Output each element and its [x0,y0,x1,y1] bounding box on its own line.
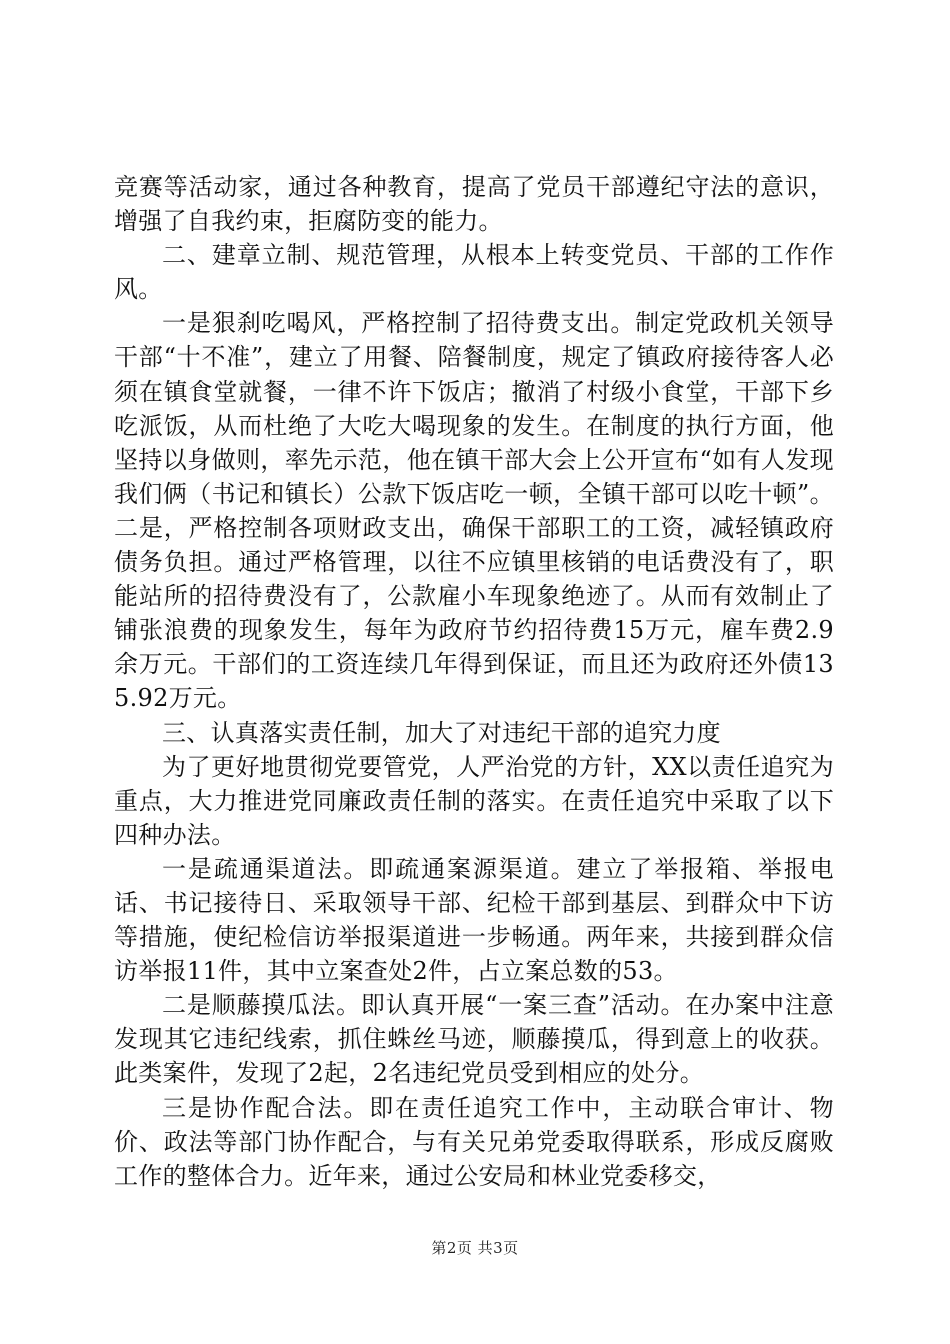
paragraph-reception-control: 一是狠刹吃喝风，严格控制了招待费支出。制定党政机关领导干部“十不准”，建立了用餐、陪餐制度，规定了镇政府接待客人必须在镇食堂就餐，一律不许下饭店；撤消了村级小食堂，干部下乡吃派饭，从而杜绝了大吃大喝现象的发生。在制度的执行方面，他坚持以身做则，率先示范，他在镇干部大会上公开宣布“如有人发现我们俩（书记和镇长）公款下饭店吃一顿，全镇干部可以吃十顿”。二是，严格控制各项财政支出，确保干部职工的工资，减轻镇政府债务负担。通过严格管理，以往不应镇里核销的电话费没有了，职能站所的招待费没有了，公款雇小车现象绝迹了。从而有效制止了铺张浪费的现象发生，每年为政府节约招待费15万元，雇车费2.9余万元。干部们的工资连续几年得到保证，而且还为政府还外债135.92万元。 [114,309,834,713]
paragraph-method-three: 三是协作配合法。即在责任追究工作中，主动联合审计、物价、政法等部门协作配合，与有关兄弟党委取得联系，形成反腐败工作的整体合力。近年来，通过公安局和林业党委移交， [114,1093,834,1190]
section-heading-three: 三、认真落实责任制，加大了对违纪干部的追究力度 [162,718,721,747]
paragraph-continuation: 竞赛等活动家，通过各种教育，提高了党员干部遵纪守法的意识，增强了自我约束，拒腐防变的能力。 [114,173,834,236]
paragraph-method-two: 二是顺藤摸瓜法。即认真开展“一案三查”活动。在办案中注意发现其它违纪线索，抓住蛛丝马迹，顺藤摸瓜，得到意上的收获。此类案件，发现了2起，2名违纪党员受到相应的处分。 [114,991,834,1088]
paragraph-responsibility-intro: 为了更好地贯彻党要管党，人严治党的方针，XX以责任追究为重点，大力推进党同廉政责任制的落实。在责任追究中采取了以下四种办法。 [114,752,834,849]
paragraph-method-one: 一是疏通渠道法。即疏通案源渠道。建立了举报箱、举报电话、书记接待日、采取领导干部、纪检干部到基层、到群众中下访等措施，使纪检信访举报渠道进一步畅通。两年来，共接到群众信访举报11件，其中立案查处2件，占立案总数的53。 [114,854,834,986]
document-body [114,170,834,1193]
section-heading-two: 二、建章立制、规范管理，从根本上转变党员、干部的工作作风。 [114,241,834,304]
page-number-footer: 第2页 共3页 [431,1239,519,1257]
